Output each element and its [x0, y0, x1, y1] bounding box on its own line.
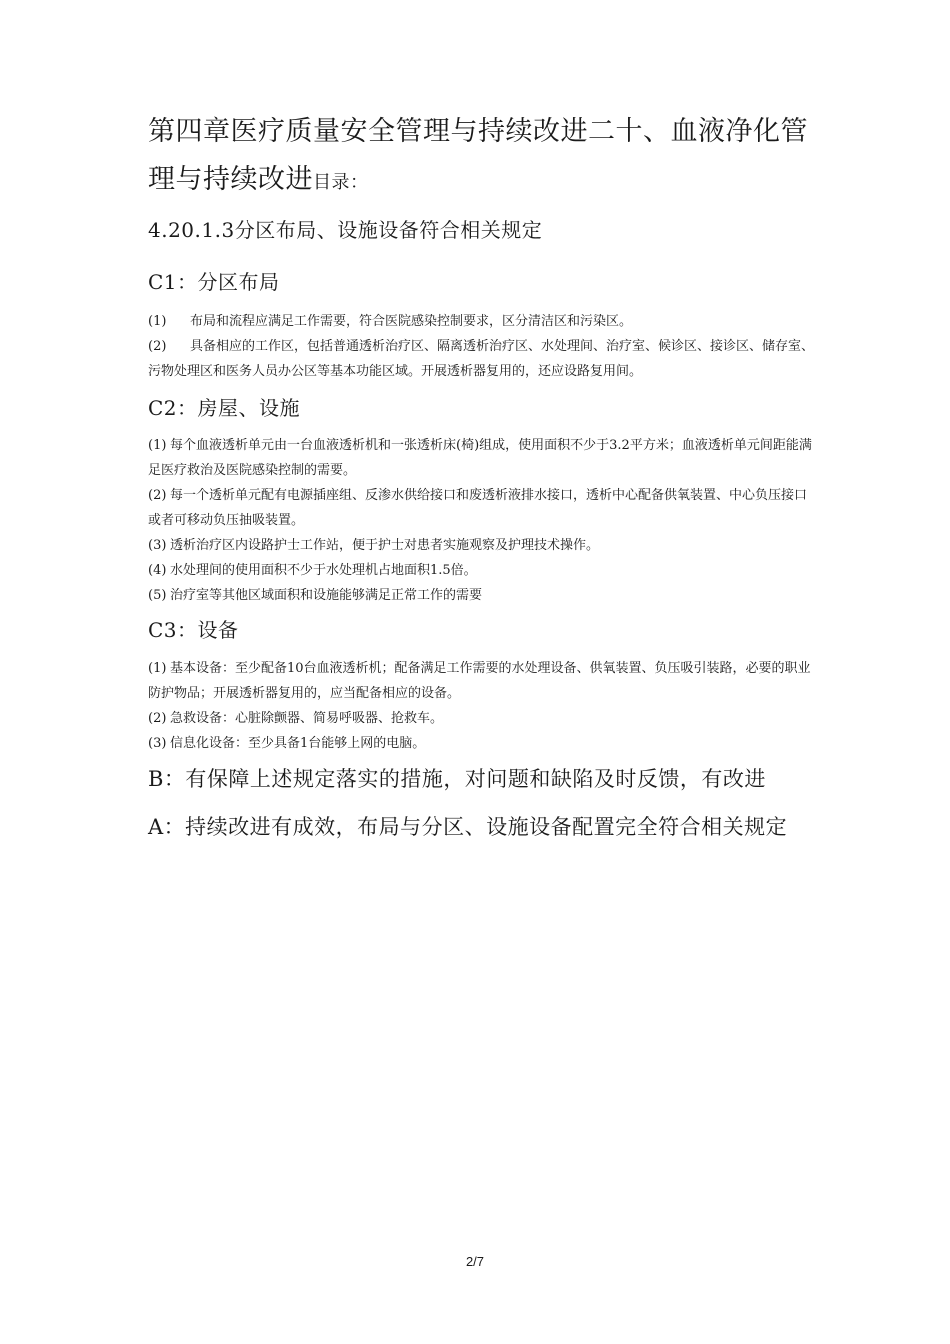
list-item: (3) 信息化设备：至少具备1台能够上网的电脑。: [148, 736, 426, 751]
list-item: (2) 具备相应的工作区，包括普通透析治疗区、隔离透析治疗区、水处理间、治疗室、候诊区、接诊区、储存室、污物处理区和医务人员办公区等基本功能区域。开展透析器复用的，还应设路复用间。: [148, 339, 815, 379]
clause-heading: 4.20.1.3分区布局、设施设备符合相关规定: [148, 218, 543, 242]
level-b-heading: B：有保障上述规定落实的措施，对问题和缺陷及时反馈，有改进: [148, 767, 766, 791]
c3-heading: C3：设备: [148, 618, 239, 642]
chapter-title: [148, 108, 808, 207]
chapter-title-suffix: 目录：: [313, 172, 369, 193]
list-item: (4) 水处理间的使用面积不少于水处理机占地面积1.5倍。: [148, 563, 477, 578]
c2-items: [148, 433, 818, 608]
c1-items: [148, 309, 818, 384]
c3-items: [148, 656, 818, 756]
list-item: (2) 每一个透析单元配有电源插座组、反渗水供给接口和废透析液排水接口，透析中心配备供氧装置、中心负压接口或者可移动负压抽吸装置。: [148, 488, 808, 528]
c1-heading: C1：分区布局: [148, 270, 280, 294]
list-item: (1) 每个血液透析单元由一台血液透析机和一张透析床(椅)组成，使用面积不少于3.2平方米；血液透析单元间距能满足医疗救治及医院感染控制的需要。: [148, 438, 812, 478]
c2-heading: C2：房屋、设施: [148, 396, 301, 420]
list-item: (2) 急救设备：心脏除颤器、简易呼吸器、抢救车。: [148, 711, 444, 726]
list-item: (1) 基本设备：至少配备10台血液透析机；配备满足工作需要的水处理设备、供氧装置、负压吸引装路，必要的职业防护物品；开展透析器复用的，应当配备相应的设备。: [148, 661, 811, 701]
chapter-title-main: 第四章医疗质量安全管理与持续改进二十、血液净化管理与持续改进: [148, 116, 808, 195]
page-number: 2/7: [465, 1254, 485, 1269]
list-item: (3) 透析治疗区内设路护士工作站，便于护士对患者实施观察及护理技术操作。: [148, 538, 600, 553]
list-item: (1) 布局和流程应满足工作需要，符合医院感染控制要求，区分清洁区和污染区。: [148, 314, 633, 329]
list-item: (5) 治疗室等其他区域面积和设施能够满足正常工作的需要: [148, 588, 483, 603]
level-a-heading: A：持续改进有成效，布局与分区、设施设备配置完全符合相关规定: [148, 815, 788, 839]
